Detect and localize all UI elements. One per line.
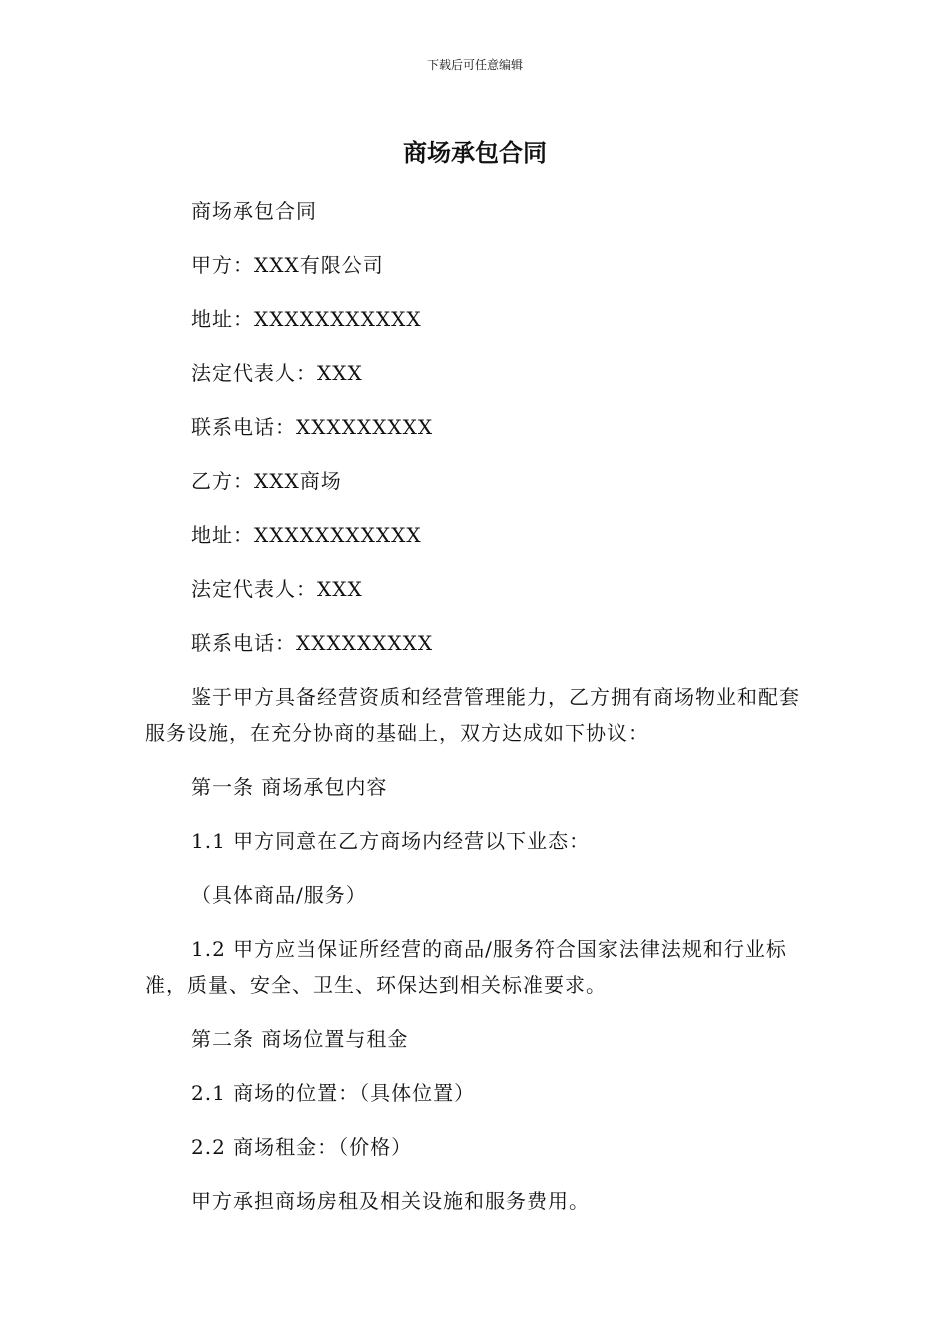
header-note: 下载后可任意编辑 [426,58,523,72]
party-b-name: 乙方：XXX商场 [191,469,342,493]
article-1-heading: 第一条 商场承包内容 [191,775,388,799]
preamble-paragraph: 鉴于甲方具备经营资质和经营管理能力，乙方拥有商场物业和配套服务设施，在充分协商的基础上，双方达成如下协议： [145,685,800,745]
party-b-phone: 联系电话：XXXXXXXXX [191,631,434,655]
party-b-address: 地址：XXXXXXXXXXX [191,523,422,547]
paragraph-heading: 商场承包合同 [191,199,317,223]
party-a-phone: 联系电话：XXXXXXXXX [191,415,434,439]
article-2-heading: 第二条 商场位置与租金 [191,1027,409,1051]
clause-1-2: 1.2 甲方应当保证所经营的商品/服务符合国家法律法规和行业标准，质量、安全、卫生、环保达到相关标准要求。 [145,937,787,997]
party-a-representative: 法定代表人：XXX [191,361,363,385]
rent-responsibility: 甲方承担商场房租及相关设施和服务费用。 [191,1189,590,1213]
clause-1-1: 1.1 甲方同意在乙方商场内经营以下业态： [191,829,591,853]
party-a-address: 地址：XXXXXXXXXXX [191,307,422,331]
clause-1-1-detail: （具体商品/服务） [191,883,367,907]
document-title: 商场承包合同 [403,139,547,167]
clause-2-2: 2.2 商场租金：（价格） [191,1135,413,1159]
party-b-representative: 法定代表人：XXX [191,577,363,601]
party-a-name: 甲方：XXX有限公司 [191,253,384,277]
document-body [145,193,810,1237]
clause-2-1: 2.1 商场的位置：（具体位置） [191,1081,476,1105]
